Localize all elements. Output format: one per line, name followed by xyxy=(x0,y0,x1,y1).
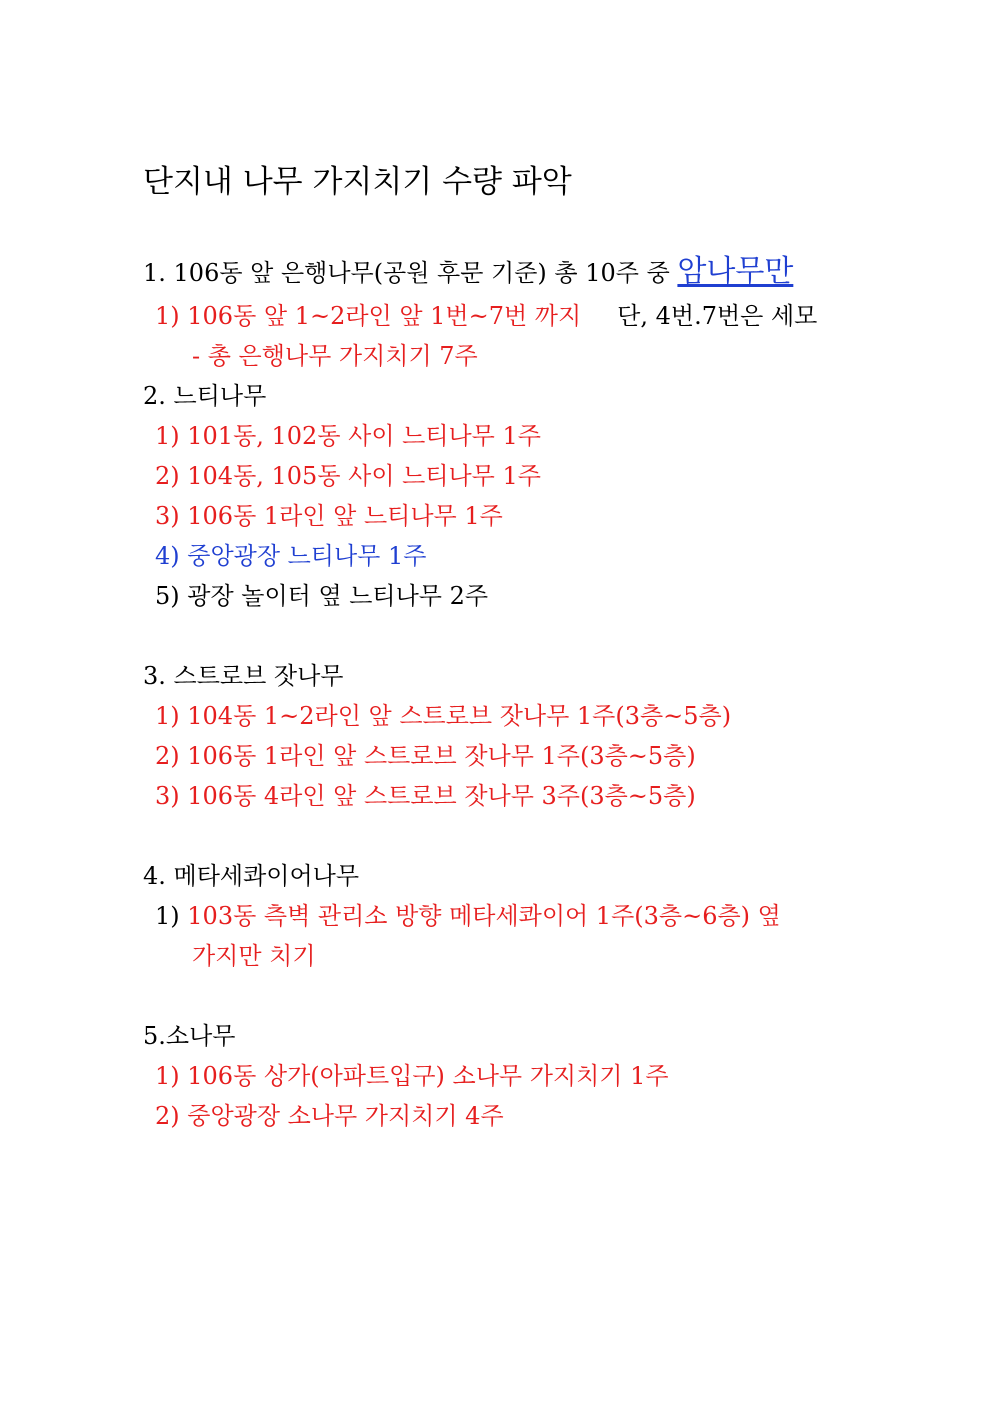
list-item xyxy=(155,900,781,932)
list-item: 4) 중앙광장 느티나무 1주 xyxy=(155,542,427,570)
list-item-text: 103동 측벽 관리소 방향 메타세콰이어 1주(3층~6층) 옆 xyxy=(187,902,781,930)
list-item xyxy=(155,300,817,332)
list-item: 1) 106동 상가(아파트입구) 소나무 가지치기 1주 xyxy=(155,1062,669,1090)
list-item-number: 1) xyxy=(155,902,180,930)
section-heading-metasequoia: 4. 메타세콰이어나무 xyxy=(143,862,359,890)
section-heading-ginkgo xyxy=(143,256,793,289)
list-item: 2) 104동, 105동 사이 느티나무 1주 xyxy=(155,462,541,490)
list-item: 2) 중앙광장 소나무 가지치기 4주 xyxy=(155,1102,504,1130)
list-item: 2) 106동 1라인 앞 스트로브 잣나무 1주(3층~5층) xyxy=(155,742,696,770)
list-item: 5) 광장 놀이터 옆 느티나무 2주 xyxy=(155,582,489,610)
list-item-summary: - 총 은행나무 가지치기 7주 xyxy=(192,342,478,370)
list-item: 1) 101동, 102동 사이 느티나무 1주 xyxy=(155,422,541,450)
list-item: 3) 106동 4라인 앞 스트로브 잣나무 3주(3층~5층) xyxy=(155,782,696,810)
list-item-text: 1) 106동 앞 1~2라인 앞 1번~7번 까지 xyxy=(155,302,582,330)
list-item-continuation: 가지만 치기 xyxy=(192,942,316,970)
highlight-female-trees: 암나무만 xyxy=(677,254,794,289)
section-heading-strobe-pine: 3. 스트로브 잣나무 xyxy=(143,662,344,690)
list-item: 3) 106동 1라인 앞 느티나무 1주 xyxy=(155,502,503,530)
page-title: 단지내 나무 가지치기 수량 파악 xyxy=(143,164,572,200)
section-heading-text: 1. 106동 앞 은행나무(공원 후문 기준) 총 10주 중 xyxy=(143,259,670,287)
section-heading-zelkova: 2. 느티나무 xyxy=(143,382,267,410)
section-heading-pine: 5.소나무 xyxy=(143,1022,236,1050)
list-item: 1) 104동 1~2라인 앞 스트로브 잣나무 1주(3층~5층) xyxy=(155,702,732,730)
list-item-note: 단, 4번.7번은 세모 xyxy=(617,302,818,330)
